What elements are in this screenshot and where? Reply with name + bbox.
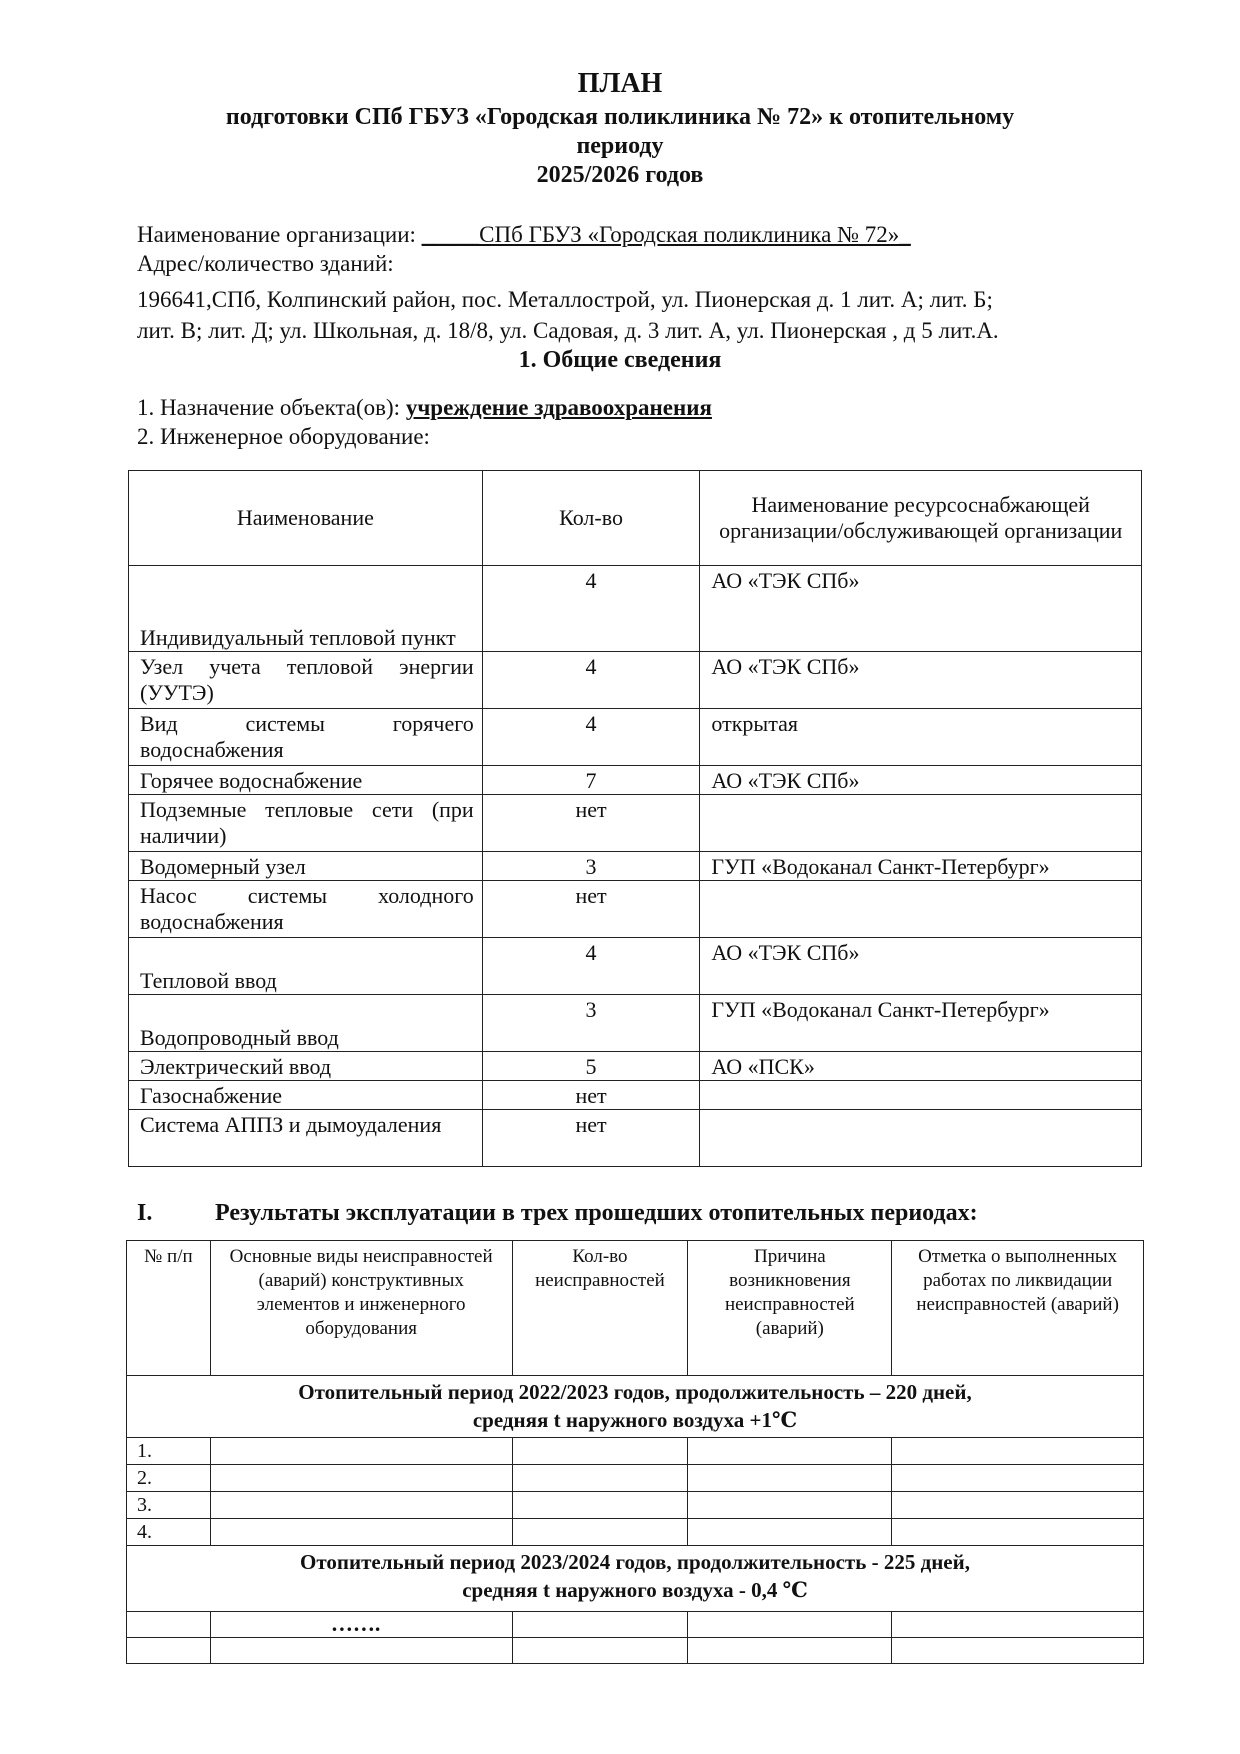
equipment-name: Насос системы холодного водоснабжения <box>129 881 483 938</box>
cell <box>512 1519 688 1546</box>
equipment-qty: нет <box>482 1110 700 1167</box>
results-table <box>126 1240 1144 1664</box>
equipment-table <box>128 470 1142 1167</box>
cell <box>892 1612 1144 1638</box>
cell <box>688 1612 892 1638</box>
equipment-row <box>129 1110 1142 1167</box>
equipment-qty: 5 <box>482 1052 700 1081</box>
equipment-org: ГУП «Водоканал Санкт-Петербург» <box>700 995 1142 1052</box>
cell <box>512 1638 688 1664</box>
document-title: ПЛАН <box>577 68 663 99</box>
equipment-name: Горячее водоснабжение <box>129 766 483 795</box>
equipment-qty: 7 <box>482 766 700 795</box>
equipment-name: Вид системы горячего водоснабжения <box>129 709 483 766</box>
cell <box>688 1438 892 1465</box>
equipment-header-row <box>129 471 1142 566</box>
equipment-row <box>129 566 1142 652</box>
cell <box>210 1438 512 1465</box>
equipment-qty: нет <box>482 795 700 852</box>
results-row <box>127 1612 1144 1638</box>
header-count: Кол-во неисправностей <box>512 1241 688 1376</box>
row-index: 1. <box>127 1438 211 1465</box>
equipment-org: АО «ПСК» <box>700 1052 1142 1081</box>
equipment-row <box>129 881 1142 938</box>
org-name-label: Наименование организации: <box>137 222 416 247</box>
header-name: Наименование <box>129 471 483 566</box>
cell <box>210 1465 512 1492</box>
equipment-row <box>129 1081 1142 1110</box>
period-2023-2024 <box>127 1546 1144 1612</box>
section1-heading: 1. Общие сведения <box>518 347 722 373</box>
results-header-row <box>127 1241 1144 1376</box>
equipment-name: Индивидуальный тепловой пункт <box>129 566 483 652</box>
org-name-line <box>137 222 911 248</box>
equipment-row <box>129 852 1142 881</box>
equipment-name: Электрический ввод <box>129 1052 483 1081</box>
equipment-name: Тепловой ввод <box>129 938 483 995</box>
equipment-qty: 4 <box>482 709 700 766</box>
period-row <box>127 1546 1144 1612</box>
cell <box>127 1612 211 1638</box>
equipment-org <box>700 881 1142 938</box>
row-index: 2. <box>127 1465 211 1492</box>
header-org: Наименование ресурсоснабжающей организации/обслуживающей организации <box>700 471 1142 566</box>
equipment-row <box>129 995 1142 1052</box>
cell <box>210 1492 512 1519</box>
results-row <box>127 1438 1144 1465</box>
cell <box>892 1519 1144 1546</box>
equipment-org: АО «ТЭК СПб» <box>700 938 1142 995</box>
equipment-name: Система АППЗ и дымоудаления <box>129 1110 483 1167</box>
period-2022-2023 <box>127 1376 1144 1438</box>
header-types: Основные виды неисправностей (аварий) конструктивных элементов и инженерного оборудования <box>210 1241 512 1376</box>
equipment-qty: 4 <box>482 938 700 995</box>
equipment-qty: нет <box>482 1081 700 1110</box>
purpose-line <box>137 395 712 421</box>
equipment-qty: 3 <box>482 852 700 881</box>
equipment-label: 2. Инженерное оборудование: <box>137 424 430 449</box>
cell <box>512 1612 688 1638</box>
equipment-name: Водомерный узел <box>129 852 483 881</box>
cell <box>210 1638 512 1664</box>
document-subtitle-line2: периоду <box>576 133 664 159</box>
results-row <box>127 1492 1144 1519</box>
address-line-2: лит. В; лит. Д; ул. Школьная, д. 18/8, ул. Садовая, д. 3 лит. А, ул. Пионерская , д 5 лит.А. <box>137 318 999 343</box>
equipment-qty: 3 <box>482 995 700 1052</box>
equipment-org: АО «ТЭК СПб» <box>700 566 1142 652</box>
cell <box>688 1492 892 1519</box>
equipment-name: Узел учета тепловой энергии (УУТЭ) <box>129 652 483 709</box>
address-label: Адрес/количество зданий: <box>137 251 394 276</box>
equipment-org <box>700 1081 1142 1110</box>
equipment-org <box>700 795 1142 852</box>
equipment-row <box>129 652 1142 709</box>
org-name-value: _____СПб ГБУЗ «Городская поликлиника № 72»_ <box>421 222 911 247</box>
equipment-row <box>129 766 1142 795</box>
period-1-line2: средняя t наружного воздуха +1℃ <box>472 1408 798 1432</box>
cell <box>892 1465 1144 1492</box>
equipment-row <box>129 938 1142 995</box>
results-row <box>127 1465 1144 1492</box>
equipment-org <box>700 1110 1142 1167</box>
period-1-line1: Отопительный период 2022/2023 годов, продолжительность – 220 дней, <box>298 1380 972 1404</box>
equipment-row <box>129 1052 1142 1081</box>
equipment-name: Газоснабжение <box>129 1081 483 1110</box>
cell <box>210 1519 512 1546</box>
equipment-org: открытая <box>700 709 1142 766</box>
cell <box>512 1465 688 1492</box>
period-2-line2: средняя t наружного воздуха - 0,4 ℃ <box>462 1578 808 1602</box>
equipment-qty: нет <box>482 881 700 938</box>
section2-number: I. <box>137 1200 153 1226</box>
equipment-qty: 4 <box>482 566 700 652</box>
address-line-1: 196641,СПб, Колпинский район, пос. Металлострой, ул. Пионерская д. 1 лит. А; лит. Б; <box>137 287 993 312</box>
cell <box>512 1438 688 1465</box>
header-num: № п/п <box>127 1241 211 1376</box>
period-row <box>127 1376 1144 1438</box>
equipment-org: ГУП «Водоканал Санкт-Петербург» <box>700 852 1142 881</box>
cell <box>688 1519 892 1546</box>
purpose-label: 1. Назначение объекта(ов): <box>137 395 406 420</box>
section2-heading <box>137 1200 978 1227</box>
equipment-name: Подземные тепловые сети (при наличии) <box>129 795 483 852</box>
cell <box>688 1638 892 1664</box>
equipment-qty: 4 <box>482 652 700 709</box>
document-subtitle-line1: подготовки СПб ГБУЗ «Городская поликлиника № 72» к отопительному <box>225 104 1015 130</box>
cell <box>892 1638 1144 1664</box>
cell <box>892 1438 1144 1465</box>
equipment-row <box>129 795 1142 852</box>
document-subtitle-line3: 2025/2026 годов <box>536 162 704 188</box>
header-note: Отметка о выполненных работах по ликвидации неисправностей (аварий) <box>892 1241 1144 1376</box>
equipment-row <box>129 709 1142 766</box>
cell <box>127 1638 211 1664</box>
cell <box>512 1492 688 1519</box>
purpose-value: учреждение здравоохранения <box>405 395 712 420</box>
equipment-org: АО «ТЭК СПб» <box>700 766 1142 795</box>
results-row <box>127 1519 1144 1546</box>
header-cause: Причина возникновения неисправностей (аварий) <box>688 1241 892 1376</box>
results-row <box>127 1638 1144 1664</box>
cell <box>892 1492 1144 1519</box>
cell <box>688 1465 892 1492</box>
header-qty: Кол-во <box>482 471 700 566</box>
section2-title: Результаты эксплуатации в трех прошедших отопительных периодах: <box>215 1200 978 1226</box>
equipment-org: АО «ТЭК СПб» <box>700 652 1142 709</box>
period-2-line1: Отопительный период 2023/2024 годов, продолжительность - 225 дней, <box>300 1550 970 1574</box>
equipment-name: Водопроводный ввод <box>129 995 483 1052</box>
row-index: 3. <box>127 1492 211 1519</box>
row-index: 4. <box>127 1519 211 1546</box>
ellipsis: ……. <box>210 1612 512 1638</box>
